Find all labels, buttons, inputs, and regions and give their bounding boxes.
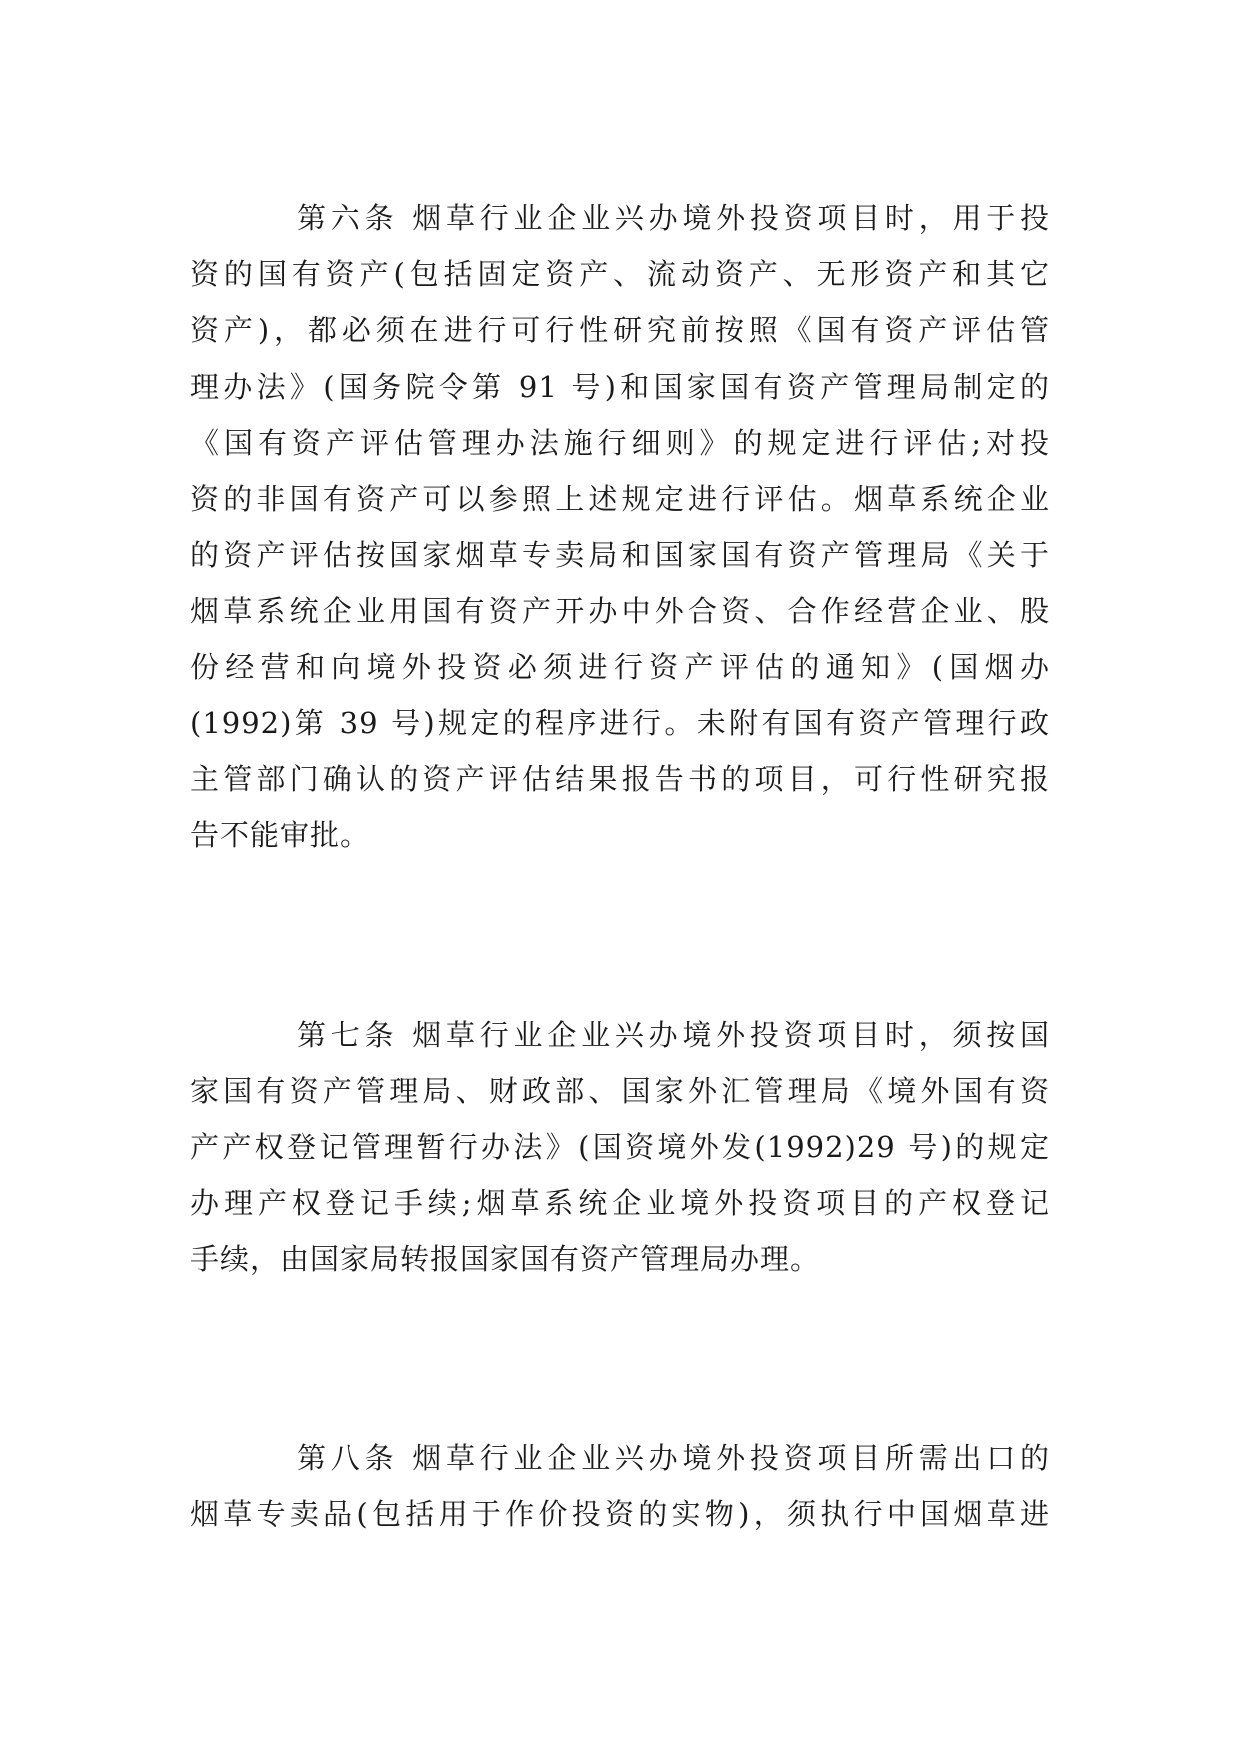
paragraph-line: 理办法》(国务院令第 91 号)和国家国有资产管理局制定的: [190, 370, 1050, 404]
paragraph-line: (1992)第 39 号)规定的程序进行。未附有国有资产管理行政: [190, 706, 1050, 740]
paragraph-line: 资的国有资产(包括固定资产、流动资产、无形资产和其它: [190, 257, 1050, 291]
paragraph-line: 第八条 烟草行业企业兴办境外投资项目所需出口的: [297, 1441, 1050, 1475]
paragraph-line: 烟草专卖品(包括用于作价投资的实物)，须执行中国烟草进: [190, 1497, 1050, 1531]
paragraph-line: 份经营和向境外投资必须进行资产评估的通知》(国烟办: [190, 650, 1050, 684]
paragraph-line: 家国有资产管理局、财政部、国家外汇管理局《境外国有资: [190, 1074, 1050, 1108]
paragraph-line: 办理产权登记手续;烟草系统企业境外投资项目的产权登记: [190, 1186, 1050, 1220]
paragraph-line: 第七条 烟草行业企业兴办境外投资项目时，须按国: [297, 1018, 1050, 1052]
paragraph-line: 主管部门确认的资产评估结果报告书的项目，可行性研究报: [190, 762, 1050, 796]
paragraph-line: 第六条 烟草行业企业兴办境外投资项目时，用于投: [297, 201, 1050, 235]
paragraph-line: 产产权登记管理暂行办法》(国资境外发(1992)29 号)的规定: [190, 1130, 1050, 1164]
paragraph-line: 烟草系统企业用国有资产开办中外合资、合作经营企业、股: [190, 594, 1050, 628]
paragraph-line: 手续，由国家局转报国家国有资产管理局办理。: [190, 1242, 821, 1276]
paragraph-line: 《国有资产评估管理办法施行细则》的规定进行评估;对投: [190, 426, 1050, 460]
paragraph-line: 资的非国有资产可以参照上述规定进行评估。烟草系统企业: [190, 482, 1050, 516]
paragraph-line: 资产)，都必须在进行可行性研究前按照《国有资产评估管: [190, 313, 1050, 347]
paragraph-line: 告不能审批。: [190, 818, 371, 852]
paragraph-line: 的资产评估按国家烟草专卖局和国家国有资产管理局《关于: [190, 538, 1050, 572]
